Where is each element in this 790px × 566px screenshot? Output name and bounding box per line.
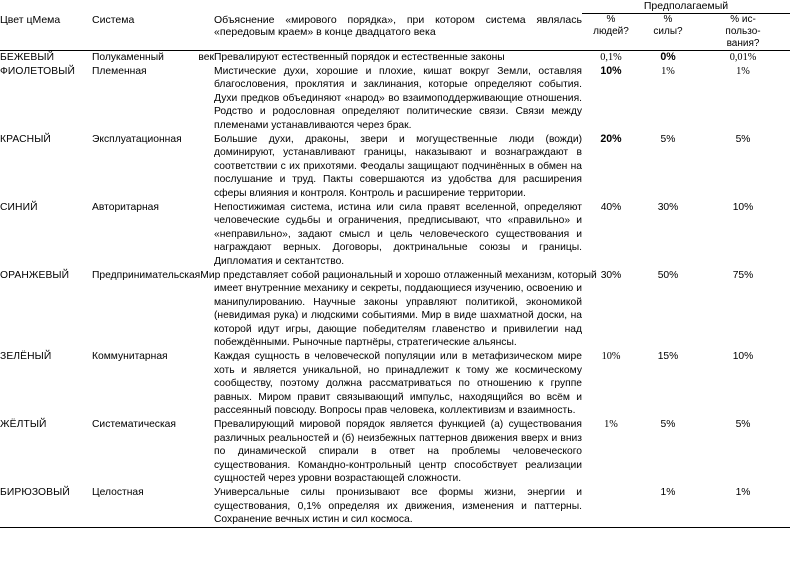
row-explanation: Большие духи, драконы, звери и могущественные люди (вожди) доминируют, устанавливают границы, наказывают и вознаграждают в соответствии с их прихотями. Феодалы защищают подчинённых в обмен на послушание и труд. Пакты совершаются из удобства для расширения сферы влияния и контроля. Контроль и расширение территории. [214, 133, 582, 199]
row-pct-usage: 1% [736, 65, 750, 77]
continuation-spacer-p3 [696, 282, 790, 350]
header-pct-usage-line2: пользо- [725, 26, 761, 37]
row-explanation-first-line: Мир представляет собой рациональный и хорошо отлаженный механизм, который [200, 269, 597, 281]
header-cell-pct-usage [696, 14, 790, 51]
table-row [0, 350, 790, 418]
continuation-spacer-p2 [640, 282, 696, 350]
table-row [0, 486, 790, 527]
row-pct-power: 1% [660, 487, 676, 498]
row-pct-people: 40% [600, 201, 622, 213]
header-cell-system: Система [92, 14, 214, 51]
table-header-row [0, 14, 790, 51]
continuation-spacer-p1 [582, 282, 640, 350]
group-header-predpolagaemy: Предполагаемый [582, 0, 790, 14]
header-pct-usage-line1: % ис- [730, 14, 756, 25]
row-pct-usage: 10% [732, 201, 754, 213]
row-system-and-explanation [92, 269, 597, 283]
header-cell-pct-power [640, 14, 696, 51]
header-pct-power-line2: силы? [653, 26, 683, 37]
row-pct-people [582, 486, 640, 527]
row-pct-usage: 5% [735, 419, 751, 431]
row-color-name: БИРЮЗОВЫЙ [0, 487, 70, 498]
table-row [0, 269, 790, 283]
row-pct-people: 10% [600, 64, 622, 77]
orange-first-line [92, 269, 597, 283]
table-row [0, 418, 790, 486]
row-pct-power: 1% [661, 65, 675, 77]
continuation-spacer-color [0, 282, 92, 350]
table-row [0, 133, 790, 201]
row-explanation: Мистические духи, хорошие и плохие, кишат вокруг Земли, оставляя благословения, проклятия и заклинания, которые определяют события. Духи предков объединяют «народ» во взаимоподдерживающие отношения. Родство и родословная определяют политические связи. Связи между племенами устанавливаются через брак. [214, 65, 582, 131]
row-pct-power: 0% [660, 51, 676, 63]
row-pct-people: 20% [600, 132, 622, 145]
row-color-name: БЕЖЕВЫЙ [0, 52, 55, 63]
header-cell-pct-people [582, 14, 640, 51]
row-pct-people: 0,1% [600, 52, 622, 63]
row-explanation: Превалируют естественный порядок и естественные законы [214, 52, 505, 63]
row-pct-usage: 10% [732, 351, 754, 363]
header-pct-usage-line3: вания? [726, 38, 760, 49]
row-pct-power: 5% [660, 419, 676, 431]
row-pct-power: 30% [657, 201, 679, 213]
row-system-name: Коммунитарная [92, 351, 168, 363]
row-explanation-rest: имеет внутренние механику и секреты, поддающиеся изучению, освоению и манипулированию. Научные законы управляют политикой, экономикой (невидимая рука) и людскими событиями. Мир в виде шахматной доски, на которой идут игры, дающие победителям главенство и привилегии над побеждёнными. Рыночные партнёры, стратегические альянсы. [214, 283, 582, 349]
row-explanation: Превалирующий мировой порядок является функцией (а) существования различных реальностей и (б) неизбежных паттернов движения вверх и вниз по динамической спирали в ответ на проблемы человеческого существования. Командно-контрольный центр способствует реализации сущностей через уровни возрастающей сложности. [214, 419, 582, 485]
row-pct-usage: 5% [735, 133, 751, 145]
header-cell-explanation: Объяснение «мирового порядка», при котором система являлась «передовым краем» в конце двадцатого века [214, 14, 582, 51]
table-bottom-rule [0, 527, 790, 528]
row-explanation: Каждая сущность в человеческой популяции или в метафизическом мире хоть и является уникальной, но принадлежит к тому же космическому сообществу, поэтому должна рассматриваться по отношению к группе равных. Миром правит связывающий импульс, находящийся во всём и рассеянный повсюду. Вопросы прав человека, коллективизм и взаимность. [214, 351, 582, 417]
header-pct-power-line1: % [663, 14, 673, 25]
row-system-name: Предпринимательская [92, 269, 201, 281]
table-row [0, 51, 790, 65]
row-system-name: Эксплуатационная [92, 133, 182, 145]
row-pct-usage: 75% [732, 269, 754, 281]
continuation-spacer-system [92, 282, 214, 350]
table-row [0, 201, 790, 269]
header-pct-people-line2: людей? [593, 26, 629, 37]
row-explanation: Непостижимая система, истина или сила правят вселенной, определяют человеческие судьбы и ограничения, предписывают, что «правильно» и «неправильно», задают смысл и цель человеческого существования и награждают верных. Договоры, доктринальные союзы и границы. Дипломатия и сектантство. [214, 201, 582, 267]
row-color-name: ФИОЛЕТОВЫЙ [0, 65, 75, 77]
row-pct-people: 1% [604, 419, 618, 431]
row-pct-usage: 0,01% [729, 52, 757, 63]
header-cell-color: Цвет цМема [0, 14, 92, 51]
table-row [0, 65, 790, 133]
group-header-spacer [0, 0, 582, 14]
row-pct-usage: 1% [735, 487, 751, 498]
row-system-name: Авторитарная [92, 201, 159, 213]
table-group-header-row [0, 0, 790, 14]
row-color-name: ЗЕЛЁНЫЙ [0, 351, 52, 363]
row-color-name: СИНИЙ [0, 201, 38, 213]
row-explanation: Универсальные силы пронизывают все формы жизни, энергии и существования, 0,1% определяя их движения, изменения и паттерны. Сохранение вечных истин и сил космоса. [214, 487, 582, 526]
row-color-name: КРАСНЫЙ [0, 133, 51, 145]
row-system-name: Полукаменный век [92, 52, 214, 63]
row-pct-power: 5% [660, 133, 676, 145]
row-pct-power: 50% [657, 269, 679, 281]
row-pct-power: 15% [657, 351, 679, 363]
row-pct-people: 30% [600, 269, 622, 281]
table-row-continuation [0, 282, 790, 350]
row-system-name: Племенная [92, 65, 147, 77]
row-system-name: Систематическая [92, 419, 176, 431]
row-color-name: ОРАНЖЕВЫЙ [0, 269, 70, 281]
row-color-name: ЖЁЛТЫЙ [0, 419, 47, 431]
row-pct-people: 10% [601, 351, 621, 363]
row-system-name: Целостная [92, 487, 144, 498]
header-pct-people-line1: % [606, 14, 616, 25]
table-bottom-rule-row [0, 527, 790, 528]
